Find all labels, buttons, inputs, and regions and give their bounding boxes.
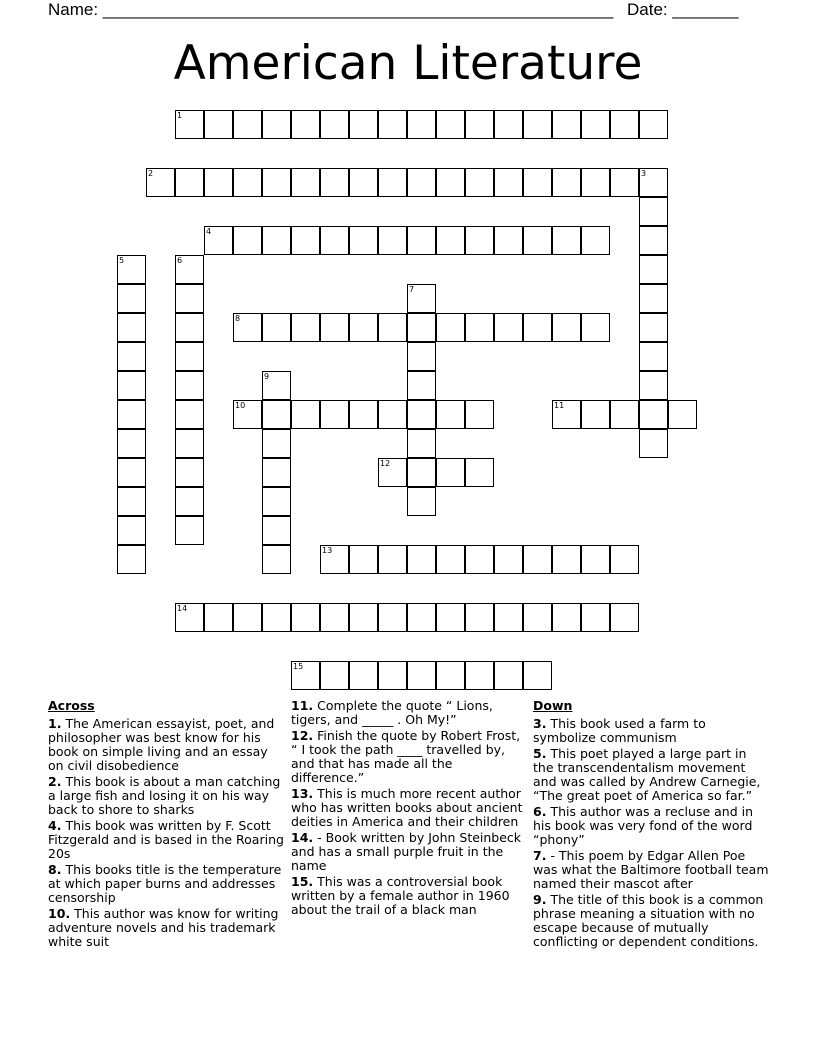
grid-cell[interactable]: [581, 400, 610, 429]
grid-cell[interactable]: [639, 197, 668, 226]
grid-number: 8: [235, 314, 241, 323]
grid-cell[interactable]: [378, 661, 407, 690]
grid-cell[interactable]: [552, 545, 581, 574]
clue-across-13: 13. This is much more recent author who has written books about ancient deities in America and their children: [291, 786, 523, 829]
grid-cell[interactable]: [465, 661, 494, 690]
grid-cell[interactable]: [465, 603, 494, 632]
grid-number: 7: [409, 285, 415, 294]
clue-across-12: 12. Finish the quote by Robert Frost, “ I took the path ____ travelled by, and that has made all the difference.”: [291, 728, 521, 785]
grid-cell[interactable]: [436, 458, 465, 487]
clue-across-14: 14. - Book written by John Steinbeck and has a small purple fruit in the name: [291, 830, 522, 873]
grid-cell[interactable]: [436, 110, 465, 139]
grid-cell[interactable]: [117, 458, 146, 487]
grid-cell[interactable]: [378, 545, 407, 574]
grid-cell[interactable]: [204, 168, 233, 197]
name-field-label: Name: ______________________________________________________: [48, 0, 614, 19]
clue-across-2: 2. This book is about a man catching a large fish and losing it on his way back to shore to sharks: [48, 774, 281, 817]
grid-cell[interactable]: [117, 545, 146, 574]
grid-number: 14: [177, 604, 188, 613]
grid-cell[interactable]: [175, 429, 204, 458]
grid-cell[interactable]: [436, 168, 465, 197]
grid-number: 9: [264, 372, 270, 381]
grid-cell[interactable]: [639, 226, 668, 255]
grid-cell[interactable]: [552, 313, 581, 342]
grid-cell[interactable]: [117, 516, 146, 545]
grid-cell[interactable]: [581, 603, 610, 632]
grid-cell[interactable]: [291, 168, 320, 197]
grid-cell[interactable]: [407, 661, 436, 690]
across-heading: Across: [48, 698, 95, 713]
grid-cell[interactable]: [262, 487, 291, 516]
grid-cell[interactable]: [552, 603, 581, 632]
grid-cell[interactable]: [175, 168, 204, 197]
grid-cell[interactable]: [465, 458, 494, 487]
grid-cell[interactable]: [204, 110, 233, 139]
grid-cell[interactable]: [262, 458, 291, 487]
clue-across-1: 1. The American essayist, poet, and philosopher was best know for his book on simple living and an essay on civil disobedience: [48, 716, 275, 773]
clue-across-4: 4. This book was written by F. Scott Fitzgerald and is based in the Roaring 20s: [48, 818, 284, 861]
clue-across-8: 8. This books title is the temperature at which paper burns and addresses censorship: [48, 862, 282, 905]
grid-cell[interactable]: [378, 313, 407, 342]
grid-cell[interactable]: [407, 313, 436, 342]
grid-cell[interactable]: [407, 429, 436, 458]
grid-cell[interactable]: [523, 545, 552, 574]
grid-cell[interactable]: [407, 226, 436, 255]
grid-cell[interactable]: [262, 429, 291, 458]
grid-cell[interactable]: [117, 400, 146, 429]
grid-cell[interactable]: [378, 168, 407, 197]
grid-cell[interactable]: [552, 226, 581, 255]
grid-cell[interactable]: [494, 603, 523, 632]
grid-cell[interactable]: [523, 661, 552, 690]
grid-cell[interactable]: [378, 400, 407, 429]
clue-down-9: 9. The title of this book is a common phrase meaning a situation with no escape because of mutually conflicting or dependent conditions.: [533, 892, 764, 949]
grid-cell[interactable]: [378, 226, 407, 255]
grid-cell[interactable]: [233, 168, 262, 197]
grid-number: 10: [235, 401, 246, 410]
grid-cell[interactable]: [552, 168, 581, 197]
grid-number: 4: [206, 227, 212, 236]
grid-cell[interactable]: [262, 313, 291, 342]
grid-cell[interactable]: [349, 545, 378, 574]
grid-cell[interactable]: [465, 110, 494, 139]
clue-down-5: 5. This poet played a large part in the transcendentalism movement and was called by Andrew Carnegie, “The great poet of America so far.”: [533, 746, 761, 803]
grid-cell[interactable]: [523, 313, 552, 342]
grid-cell[interactable]: [262, 545, 291, 574]
grid-cell[interactable]: [639, 110, 668, 139]
grid-cell[interactable]: [378, 603, 407, 632]
grid-number: 13: [322, 546, 333, 555]
grid-cell[interactable]: [407, 168, 436, 197]
grid-cell[interactable]: [349, 603, 378, 632]
grid-cell[interactable]: [639, 284, 668, 313]
grid-cell[interactable]: [175, 458, 204, 487]
clue-across-15: 15. This was a controversial book written by a female author in 1960 about the trail of a black man: [291, 874, 510, 917]
grid-cell[interactable]: [349, 168, 378, 197]
grid-cell[interactable]: [262, 110, 291, 139]
grid-cell[interactable]: [233, 226, 262, 255]
grid-cell[interactable]: [494, 168, 523, 197]
grid-cell[interactable]: [262, 603, 291, 632]
grid-cell[interactable]: [291, 313, 320, 342]
grid-cell[interactable]: [175, 371, 204, 400]
grid-cell[interactable]: [581, 313, 610, 342]
grid-cell[interactable]: [639, 371, 668, 400]
grid-cell[interactable]: [262, 226, 291, 255]
grid-cell[interactable]: [175, 284, 204, 313]
grid-cell[interactable]: [291, 226, 320, 255]
grid-number: 15: [293, 662, 304, 671]
down-heading: Down: [533, 698, 573, 713]
grid-cell[interactable]: [523, 226, 552, 255]
grid-cell[interactable]: [668, 400, 697, 429]
grid-cell[interactable]: [465, 226, 494, 255]
page-title: American Literature: [173, 36, 643, 91]
grid-cell[interactable]: [407, 110, 436, 139]
grid-cell[interactable]: [407, 342, 436, 371]
grid-cell[interactable]: [320, 661, 349, 690]
clue-down-6: 6. This author was a recluse and in his book was very fond of the word “phony”: [533, 804, 754, 847]
grid-number: 6: [177, 256, 183, 265]
grid-cell[interactable]: [436, 661, 465, 690]
grid-cell[interactable]: [291, 110, 320, 139]
grid-cell[interactable]: [436, 603, 465, 632]
grid-cell[interactable]: [117, 371, 146, 400]
grid-cell[interactable]: [610, 400, 639, 429]
down-clues-column: [533, 699, 769, 951]
grid-cell[interactable]: [175, 400, 204, 429]
grid-cell[interactable]: [117, 284, 146, 313]
grid-cell[interactable]: [349, 661, 378, 690]
grid-cell[interactable]: [494, 313, 523, 342]
grid-cell[interactable]: [407, 545, 436, 574]
grid-cell[interactable]: [581, 226, 610, 255]
grid-cell[interactable]: [436, 226, 465, 255]
grid-cell[interactable]: [581, 545, 610, 574]
grid-cell[interactable]: [320, 313, 349, 342]
grid-cell[interactable]: [610, 545, 639, 574]
grid-cell[interactable]: [175, 313, 204, 342]
grid-cell[interactable]: [320, 226, 349, 255]
grid-cell[interactable]: [262, 516, 291, 545]
grid-cell[interactable]: [407, 371, 436, 400]
grid-cell[interactable]: [349, 313, 378, 342]
grid-cell[interactable]: [581, 168, 610, 197]
grid-cell[interactable]: [175, 487, 204, 516]
grid-number: 5: [119, 256, 125, 265]
grid-cell[interactable]: [581, 110, 610, 139]
grid-cell[interactable]: [407, 487, 436, 516]
grid-cell[interactable]: [465, 400, 494, 429]
grid-cell[interactable]: [117, 487, 146, 516]
grid-cell[interactable]: [494, 545, 523, 574]
grid-cell[interactable]: [175, 342, 204, 371]
grid-cell[interactable]: [262, 400, 291, 429]
grid-number: 11: [554, 401, 565, 410]
grid-number: 12: [380, 459, 391, 468]
grid-number: 3: [641, 169, 647, 178]
across-clues-column-2: [291, 699, 527, 919]
grid-cell[interactable]: [291, 603, 320, 632]
grid-cell[interactable]: [610, 110, 639, 139]
date-field-label: Date: _______: [627, 0, 739, 19]
grid-cell[interactable]: [436, 545, 465, 574]
grid-cell[interactable]: [233, 110, 262, 139]
grid-cell[interactable]: [117, 313, 146, 342]
grid-cell[interactable]: [233, 603, 262, 632]
clue-down-7: 7. - This poem by Edgar Allen Poe was what the Baltimore football team named their mascot after: [533, 848, 769, 891]
grid-cell[interactable]: [465, 313, 494, 342]
grid-cell[interactable]: [320, 400, 349, 429]
grid-cell[interactable]: [407, 458, 436, 487]
grid-cell[interactable]: [349, 110, 378, 139]
grid-cell[interactable]: [610, 168, 639, 197]
grid-cell[interactable]: [175, 516, 204, 545]
grid-cell[interactable]: [639, 342, 668, 371]
grid-cell[interactable]: [378, 110, 407, 139]
grid-cell[interactable]: [465, 168, 494, 197]
grid-cell[interactable]: [320, 168, 349, 197]
grid-cell[interactable]: [494, 110, 523, 139]
grid-cell[interactable]: [523, 110, 552, 139]
grid-cell[interactable]: [465, 545, 494, 574]
grid-cell[interactable]: [204, 603, 233, 632]
clue-across-10: 10. This author was know for writing adventure novels and his trademark white suit: [48, 906, 279, 949]
clue-down-3: 3. This book used a farm to symbolize communism: [533, 716, 706, 745]
grid-cell[interactable]: [639, 400, 668, 429]
grid-cell[interactable]: [639, 313, 668, 342]
grid-cell[interactable]: [639, 429, 668, 458]
grid-number: 1: [177, 111, 183, 120]
grid-cell[interactable]: [117, 342, 146, 371]
grid-cell[interactable]: [436, 313, 465, 342]
grid-cell[interactable]: [639, 255, 668, 284]
grid-cell[interactable]: [494, 661, 523, 690]
grid-cell[interactable]: [320, 603, 349, 632]
grid-cell[interactable]: [349, 226, 378, 255]
grid-cell[interactable]: [523, 603, 552, 632]
grid-cell[interactable]: [610, 603, 639, 632]
grid-cell[interactable]: [494, 226, 523, 255]
grid-cell[interactable]: [523, 168, 552, 197]
clue-across-11: 11. Complete the quote “ Lions, tigers, and _____ . Oh My!”: [291, 698, 493, 727]
grid-number: 2: [148, 169, 154, 178]
grid-cell[interactable]: [407, 603, 436, 632]
grid-cell[interactable]: [436, 400, 465, 429]
grid-cell[interactable]: [291, 400, 320, 429]
grid-cell[interactable]: [552, 110, 581, 139]
grid-cell[interactable]: [320, 110, 349, 139]
across-clues-column-1: [48, 699, 284, 951]
grid-cell[interactable]: [262, 168, 291, 197]
grid-cell[interactable]: [117, 429, 146, 458]
grid-cell[interactable]: [407, 400, 436, 429]
grid-cell[interactable]: [349, 400, 378, 429]
